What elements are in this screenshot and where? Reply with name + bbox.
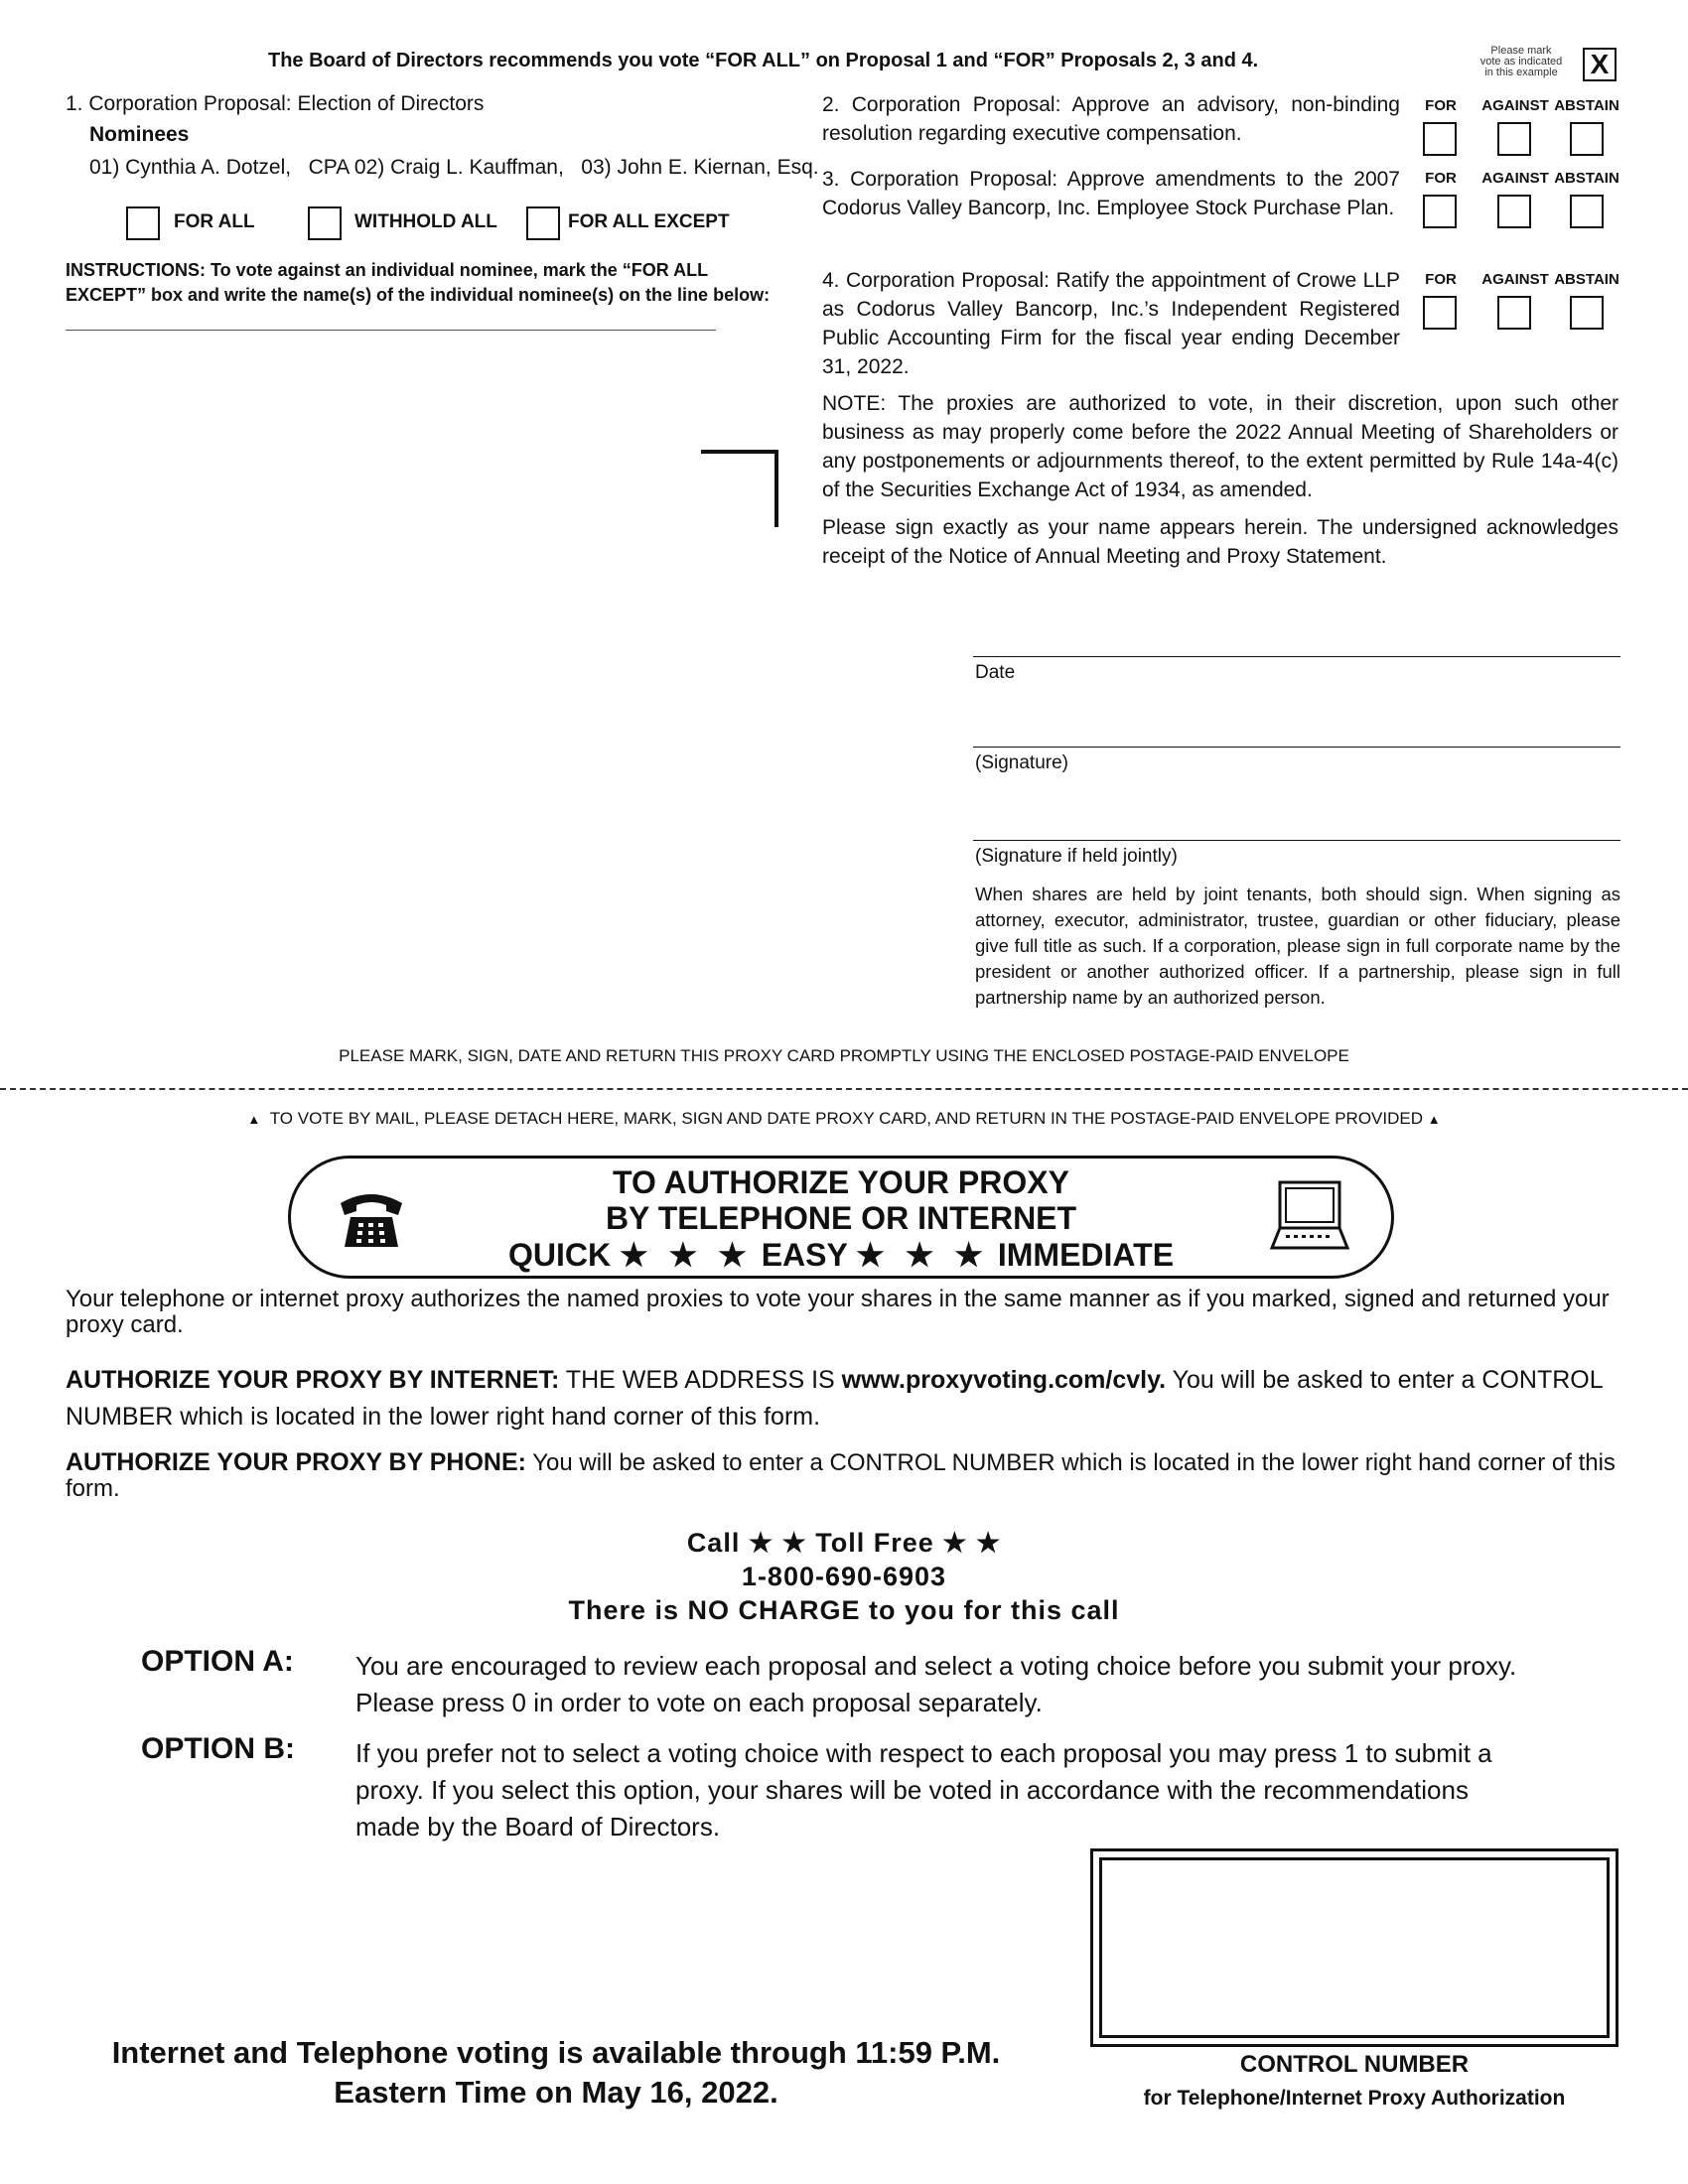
easy-label: EASY [761,1237,848,1273]
control-number-subtitle: for Telephone/Internet Proxy Authorization [1143,2087,1566,2110]
quick-label: QUICK [507,1237,612,1273]
banner-line-2: BY TELEPHONE OR INTERNET [605,1200,1077,1236]
signature-line[interactable] [973,747,1620,748]
withhold-all-label: WITHHOLD ALL [354,211,497,232]
sign-exactly-note: Please sign exactly as your name appears herein. The undersigned acknowledges receipt of the Notice of Annual Meeting and Proxy Statement. [822,516,1618,568]
call-line: Call ★ ★ Toll Free ★ ★ [686,1528,1002,1558]
col-abstain-3: ABSTAIN [1554,271,1619,288]
nominee-exception-line[interactable] [66,330,716,331]
option-a-label: OPTION A: [141,1645,294,1678]
immediate-label: IMMEDIATE [997,1237,1175,1273]
star-icons: ★ ★ ★ [619,1237,753,1273]
example-text-3: in this example [1484,67,1558,78]
internet-url[interactable]: www.proxyvoting.com/cvly. [841,1366,1167,1394]
col-for-3: FOR [1425,271,1457,288]
for-all-checkbox[interactable] [126,206,160,240]
phone-text: You will be asked to enter a CONTROL NUMBER which is located in the lower right hand corner of this form. [66,1449,1616,1502]
control-number-box [1090,1848,1618,2047]
deadline-line-2: Eastern Time on May 16, 2022. [334,2075,778,2110]
detach-line [0,1088,1688,1090]
proposal-4-for-box[interactable] [1423,296,1457,330]
proposal-4-text: 4. Corporation Proposal: Ratify the appointment of Crowe LLP as Codorus Valley Bancorp, Inc.’s Independent Registered Public Accounting Firm for the fiscal year ending December 31, 2022. [822,269,1400,378]
proposal-2-against-box[interactable] [1497,122,1531,156]
phone-section [66,1449,1624,1502]
proposal-3-against-box[interactable] [1497,195,1531,228]
for-all-except-label: FOR ALL EXCEPT [568,211,730,232]
col-for-2: FOR [1425,170,1457,187]
option-b-text: If you prefer not to select a voting choice with respect to each proposal you may press 1 to submit a proxy. If you select this option, your shares will be voted in accordance with the recommendations made by the Board of Directors. [355,1738,1492,1842]
deadline-line-1: Internet and Telephone voting is available through 11:59 P.M. [111,2035,1001,2070]
proposal-4-abstain-box[interactable] [1570,296,1604,330]
example-text-2: vote as indicated [1479,56,1563,68]
col-for-1: FOR [1425,97,1457,114]
banner-line-3 [291,1236,1391,1274]
option-a-text: You are encouraged to review each proposal and select a voting choice before you submit your proxy. Please press 0 in order to vote on each proposal separately. [355,1651,1517,1717]
detach-notice-text: TO VOTE BY MAIL, PLEASE DETACH HERE, MARK, SIGN AND DATE PROXY CARD, AND RETURN IN THE POSTAGE-PAID ENVELOPE PROVIDED [269,1109,1423,1128]
proposal-3-for-box[interactable] [1423,195,1457,228]
proposal-3-text: 3. Corporation Proposal: Approve amendments to the 2007 Codorus Valley Bancorp, Inc. Employee Stock Purchase Plan. [822,168,1400,219]
intro-text: Your telephone or internet proxy authorizes the named proxies to vote your shares in the same manner as if you marked, signed and returned your proxy card. [66,1286,1610,1338]
proposal-3-abstain-box[interactable] [1570,195,1604,228]
example-instructions [1468,46,1575,78]
internet-label: AUTHORIZE YOUR PROXY BY INTERNET: [66,1366,560,1394]
option-b-label: OPTION B: [141,1732,295,1765]
no-charge-note: There is NO CHARGE to you for this call [568,1595,1120,1625]
for-all-except-instructions: INSTRUCTIONS: To vote against an individual nominee, mark the “FOR ALL EXCEPT” box and write the name(s) of the individual nominee(s) on the line below: [66,260,771,305]
col-against-2: AGAINST [1481,170,1549,187]
up-arrow-icon: ▲ [247,1112,261,1127]
date-line[interactable] [973,656,1620,657]
return-notice: PLEASE MARK, SIGN, DATE AND RETURN THIS PROXY CARD PROMPTLY USING THE ENCLOSED POSTAGE-PAID ENVELOPE [339,1046,1349,1065]
internet-section [66,1362,1624,1435]
col-abstain-2: ABSTAIN [1554,170,1619,187]
joint-signature-label: (Signature if held jointly) [975,846,1178,867]
banner-line-1: TO AUTHORIZE YOUR PROXY [613,1164,1069,1200]
proxy-note: NOTE: The proxies are authorized to vote, in their discretion, upon such other business as may properly come before the 2022 Annual Meeting of Shareholders or any postponements or adjournments thereof, to the extent permitted by Rule 14a-4(c) of the Securities Exchange Act of 1934, as amended. [822,392,1618,501]
nominees-label: Nominees [89,123,190,146]
date-label: Date [975,662,1016,683]
internet-pre: THE WEB ADDRESS IS [565,1366,835,1394]
control-number-inner-border [1099,1857,1610,2038]
phone-label: AUTHORIZE YOUR PROXY BY PHONE: [66,1448,526,1476]
corner-mark [701,450,778,527]
proposal-2-abstain-box[interactable] [1570,122,1604,156]
example-text-1: Please mark [1490,45,1552,57]
col-against-3: AGAINST [1481,271,1549,288]
example-mark-box: X [1583,48,1617,81]
proposal-2-for-box[interactable] [1423,122,1457,156]
signature-label: (Signature) [975,752,1068,773]
board-recommendation: The Board of Directors recommends you vote “FOR ALL” on Proposal 1 and “FOR” Proposals 2, 3 and 4. [268,50,1259,71]
computer-icon [1270,1180,1349,1256]
joint-signing-note: When shares are held by joint tenants, both should sign. When signing as attorney, executor, administrator, trustee, guardian or other fiduciary, please give full title as such. If a corporation, please sign in full corporate name by the president or another authorized officer. If a partnership, please sign in full partnership name by an authorized person. [975,884,1620,1008]
toll-free-number: 1-800-690-6903 [741,1562,947,1591]
proposal-4-against-box[interactable] [1497,296,1531,330]
for-all-label: FOR ALL [174,211,255,232]
detach-notice [0,1109,1688,1129]
joint-signature-line[interactable] [973,840,1620,841]
col-against-1: AGAINST [1481,97,1549,114]
withhold-all-checkbox[interactable] [308,206,342,240]
authorize-banner [288,1156,1394,1279]
for-all-except-checkbox[interactable] [526,206,560,240]
proposal-2-text: 2. Corporation Proposal: Approve an advisory, non-binding resolution regarding executive compensation. [822,93,1400,145]
proposal-1-title: 1. Corporation Proposal: Election of Directors [66,92,485,115]
internet-post: You will be asked to enter a CONTROL NUMBER which is located in the lower right hand corner of this form. [66,1366,1603,1431]
nominees-list: 01) Cynthia A. Dotzel, CPA 02) Craig L. Kauffman, 03) John E. Kiernan, Esq. [89,156,819,179]
col-abstain-1: ABSTAIN [1554,97,1619,114]
control-number-title: CONTROL NUMBER [1239,2051,1470,2078]
up-arrow-icon: ▲ [1427,1112,1441,1127]
star-icons: ★ ★ ★ [856,1237,989,1273]
